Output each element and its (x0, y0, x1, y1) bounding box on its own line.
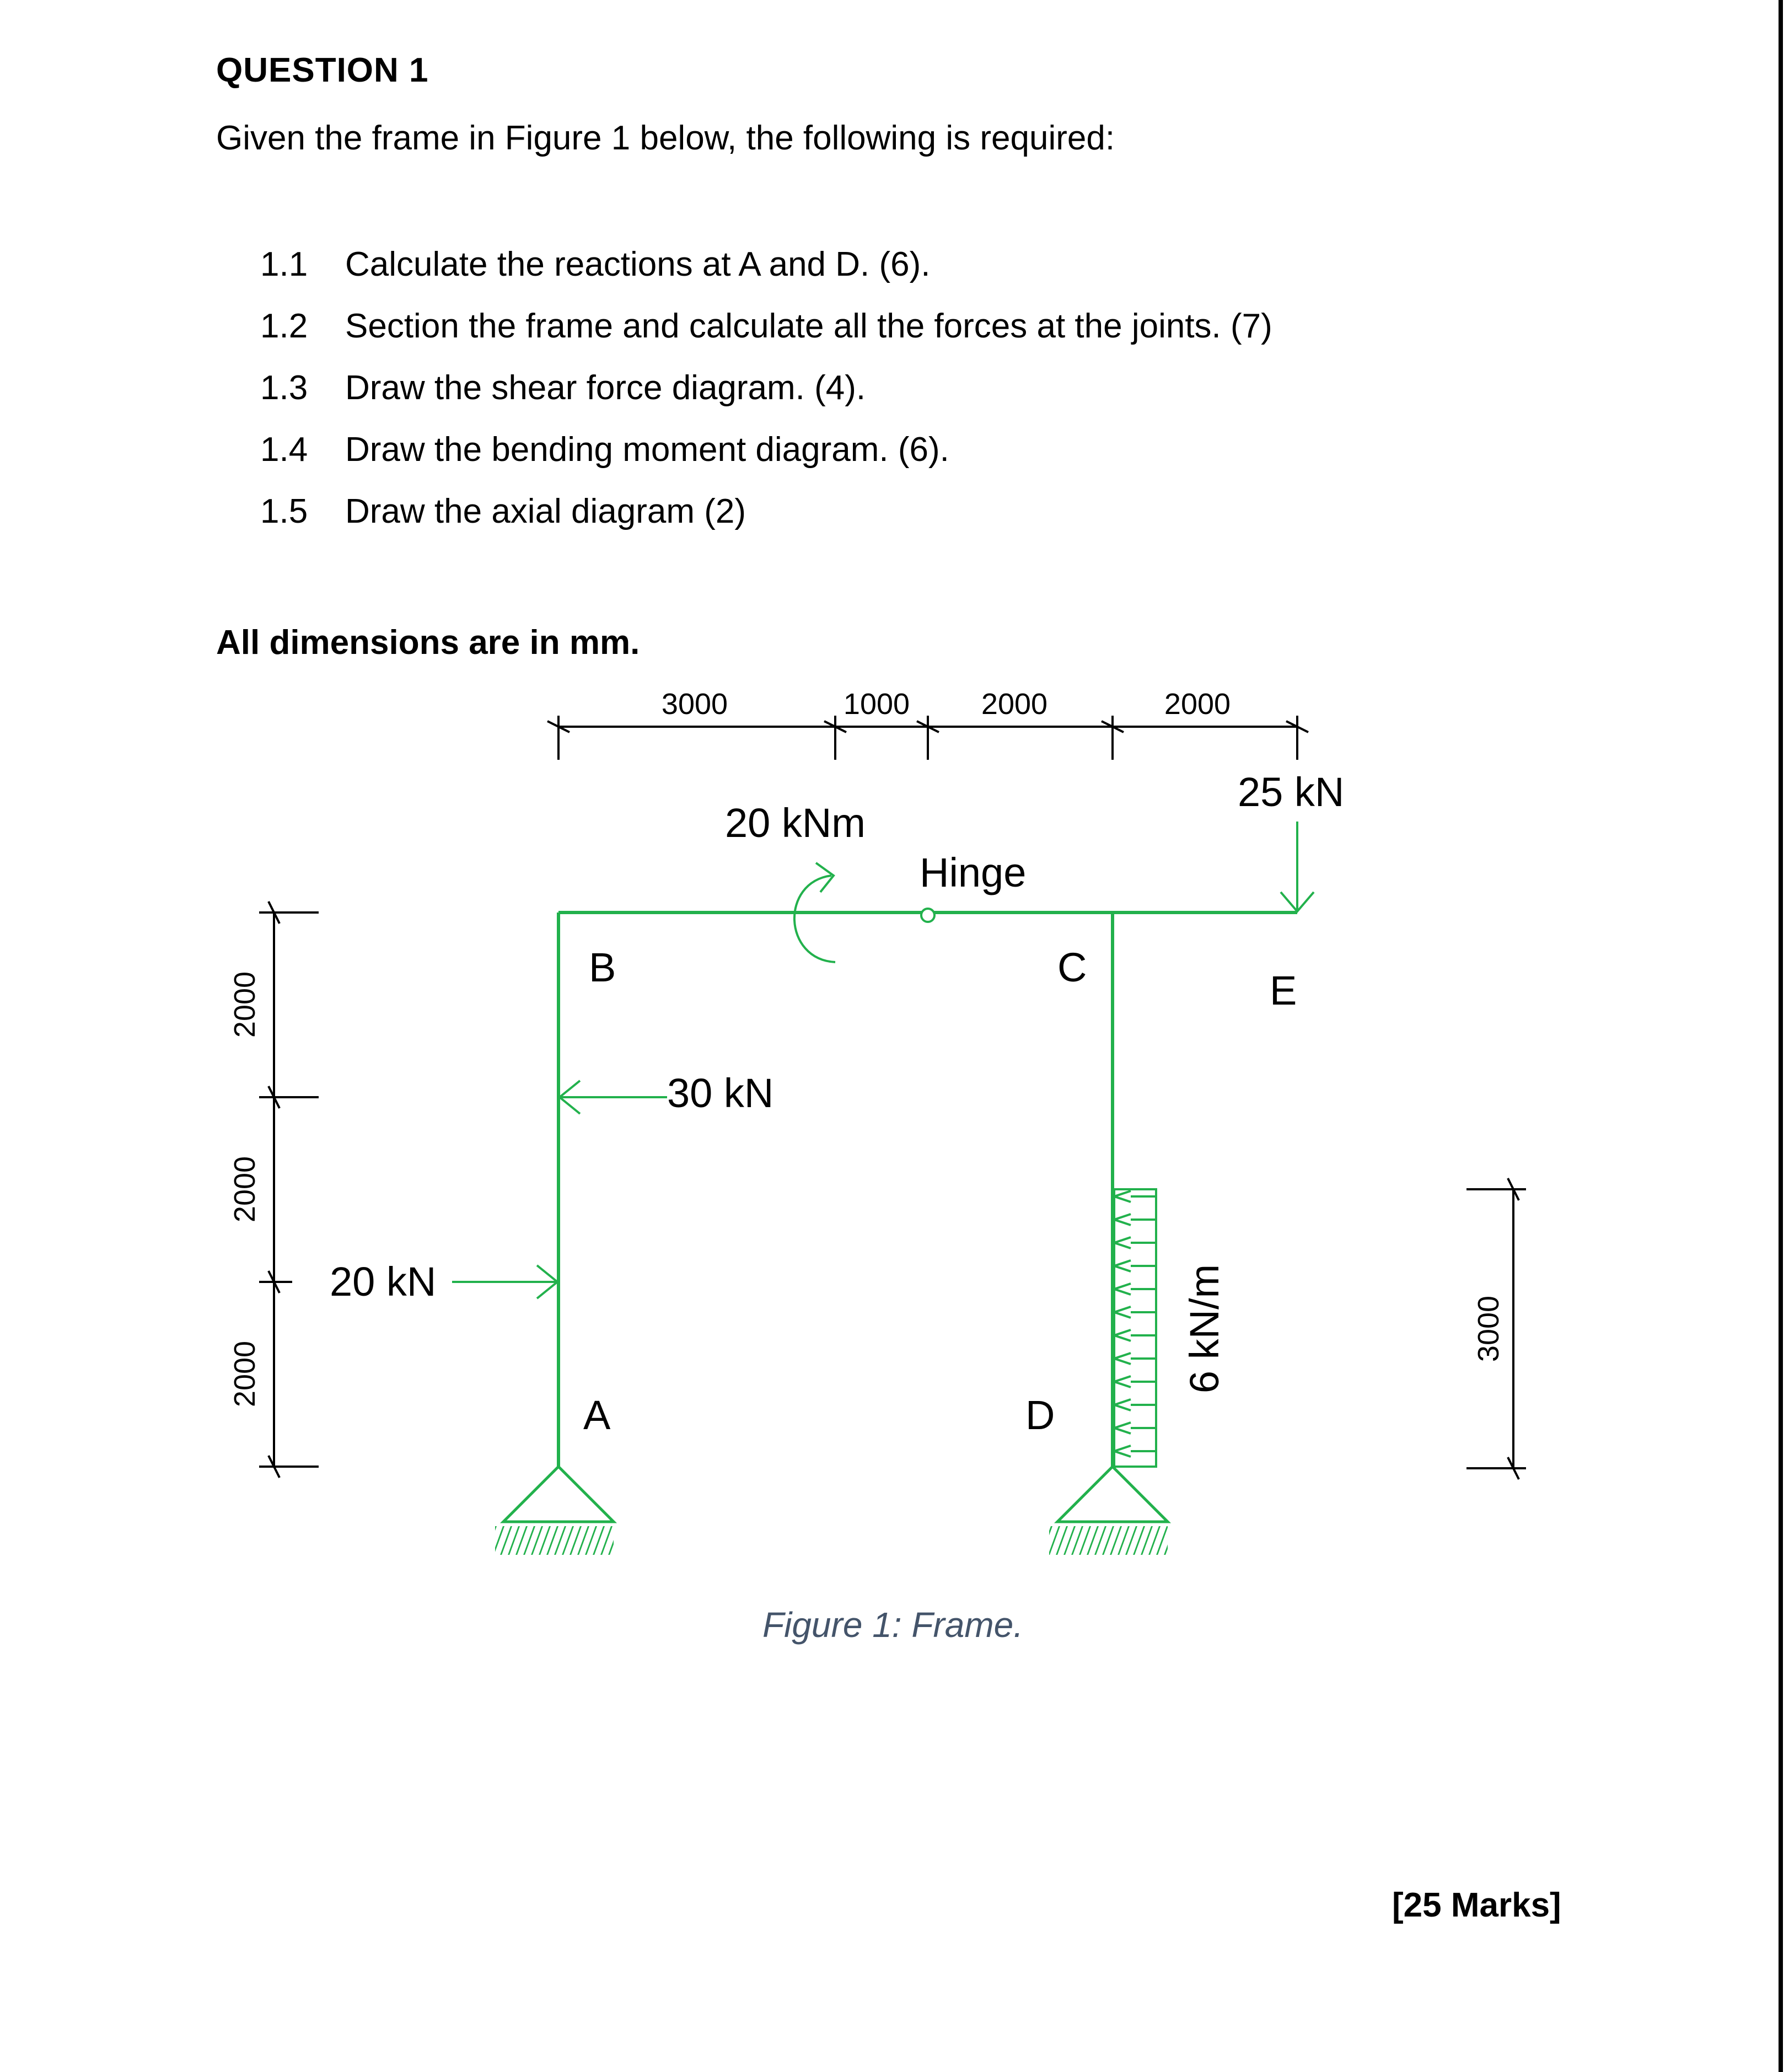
pin-support-d-icon (1049, 1467, 1168, 1555)
task-text: Draw the bending moment diagram. (6). (345, 431, 949, 469)
total-marks: [25 Marks] (1392, 1886, 1561, 1924)
point-load-30kn-label: 30 kN (667, 1070, 774, 1116)
task-number: 1.1 (260, 245, 308, 283)
figure-caption: Figure 1: Frame. (762, 1605, 1024, 1645)
pin-support-a-icon (495, 1467, 614, 1555)
task-number: 1.2 (260, 307, 308, 345)
node-label-a: A (583, 1392, 611, 1438)
point-load-20kn-label: 20 kN (330, 1259, 437, 1305)
task-text: Section the frame and calculate all the forces at the joints. (7) (345, 307, 1272, 345)
moment-load-label: 20 kNm (725, 800, 866, 846)
left-dim-label: 2000 (228, 1156, 261, 1223)
node-label-e: E (1270, 968, 1297, 1013)
top-dim-label: 2000 (981, 688, 1048, 721)
right-dim-label: 3000 (1472, 1295, 1505, 1362)
top-dim-label: 3000 (661, 688, 728, 721)
node-label-d: D (1025, 1392, 1055, 1438)
task-number: 1.5 (260, 492, 308, 530)
point-load-e-label: 25 kN (1238, 769, 1345, 815)
left-dim-label: 2000 (228, 1340, 261, 1408)
task-text: Calculate the reactions at A and D. (6). (345, 245, 931, 283)
point-load-20kn-arrow-icon (452, 1265, 557, 1298)
top-dim-label: 1000 (843, 688, 910, 721)
hinge-label: Hinge (920, 850, 1027, 895)
task-text: Draw the shear force diagram. (4). (345, 369, 866, 407)
node-label-b: B (589, 944, 616, 990)
node-label-c: C (1057, 944, 1087, 990)
top-dim-label: 2000 (1164, 688, 1231, 721)
left-dim-label: 2000 (228, 971, 261, 1038)
hinge-icon (921, 909, 934, 922)
question-intro: Given the frame in Figure 1 below, the following is required: (216, 119, 1115, 157)
left-dimension-line (259, 901, 319, 1478)
top-dimension-line (547, 716, 1308, 760)
udl-label: 6 kN/m (1181, 1264, 1227, 1394)
question-title: QUESTION 1 (216, 51, 429, 89)
task-number: 1.4 (260, 431, 308, 469)
dimensions-note: All dimensions are in mm. (216, 624, 640, 662)
point-load-30kn-arrow-icon (560, 1081, 667, 1114)
task-text: Draw the axial diagram (2) (345, 492, 746, 530)
point-load-e-arrow-icon (1281, 822, 1314, 911)
task-number: 1.3 (260, 369, 308, 407)
udl-icon (1114, 1189, 1156, 1467)
